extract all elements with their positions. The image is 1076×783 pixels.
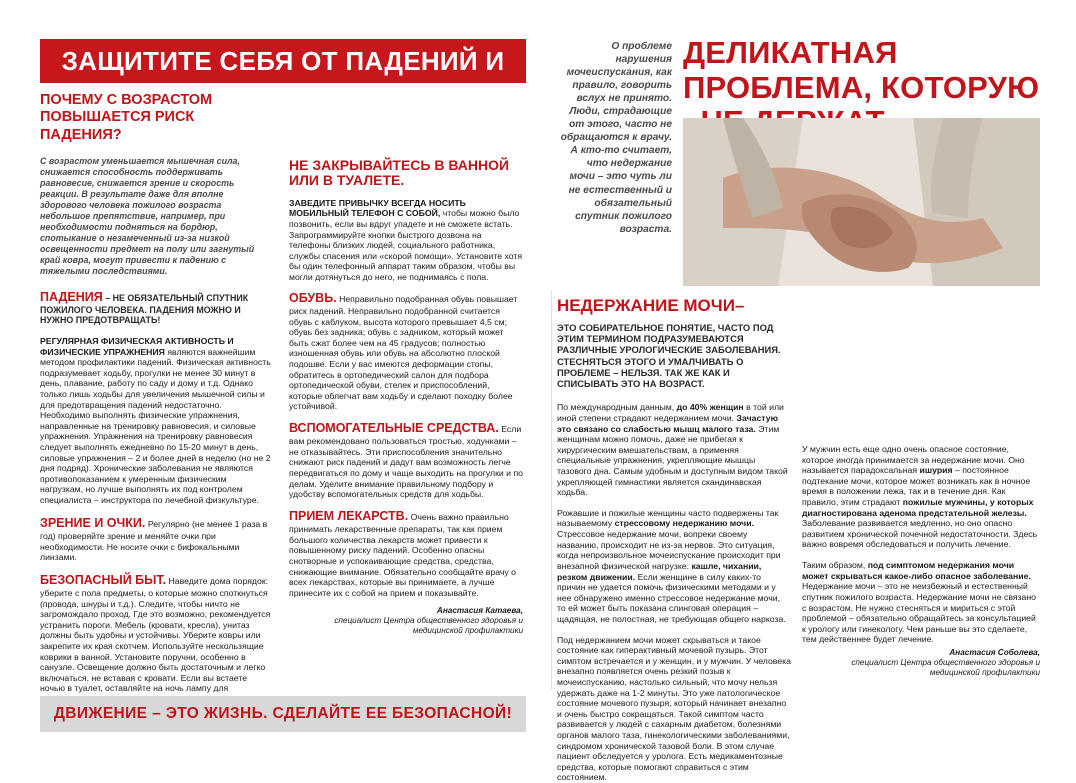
p1-e: Этим женщинам можно помочь, даже не прибегая к хирургическим вмешательствам, а применяя специальные упражнения, укрепляющие мышцы тазового дна. Самым удобным и доступным видом такой укрепляющей гимнастики является скандинавская ходьба. [557,423,788,498]
why-text: С возрастом уменьшается мышечная сила, снижается способность поддерживать равновесие, снижается зрение и скорость реакции. В результате даже для вполне здорового человека пожилого возраста небольшое препятствие, например, при необходимости подняться на бордюр, спотыкание о незамеченный из-за низкой освещенности предмет на полу или загнутый край ковра, могут привести к падению с тяжелыми последствиями. [40,156,255,277]
activity-lead: РЕГУЛЯРНАЯ ФИЗИЧЕСКАЯ АКТИВНОСТЬ И ФИЗИЧЕСКИЕ УПРАЖНЕНИЯ [40,335,234,357]
hands-photo-image [683,118,1040,286]
left-column-2 [289,94,523,636]
phone-paragraph [289,198,523,283]
p1-b: до 40% женщин [676,402,744,413]
p4 [802,444,1040,550]
meds-title: ПРИЕМ ЛЕКАРСТВ. [289,508,409,523]
home-text: Наведите дома порядок: уберите с пола предметы, о которые можно споткнуться (провода, шнуры и т.д.). Следите, чтобы ничто не загромождало проход. Где это возможно, рекомендуется устранить пороги. Мебель (кровати, кресла), унитаз должны быть удобны и устойчивы. Уберите ковры или закрепите их края скотчем. Используйте нескользящие коврики в ванной. Установите поручни, особенно в санузле. Освещение должно быть достаточным и легко включаться, не вставая с кровати. Если вы встаете ночью в туалет, оставляйте на ночь лампу для [40,575,271,694]
lock-title: НЕ ЗАКРЫВАЙТЕСЬ В ВАННОЙ ИЛИ В ТУАЛЕТЕ. [289,157,510,189]
falls-paragraph [40,290,272,326]
right-signature-role: специалист Центра общественного здоровья и медицинской профилактики [851,657,1040,677]
p5-c: Недержание мочи – это не неизбежный и естественный спутник пожилого возраста. Недержание мочи не связано с возрастом. Не нужно стесняться и мириться с этой проблемой – обязательно обращайтесь за консультацией к урологу или гинекологу. Чем раньше вы это сделаете, тем действеннее будет лечение. [802,581,1036,645]
section-title: НЕДЕРЖАНИЕ МОЧИ– [557,296,745,315]
p4-d: пожилые мужчины, у которых диагностирована аденома предстательной железы. [802,497,1034,518]
p2-e: Если женщине в силу каких-то причин не удается помочь физическими методами и у нее обнаружено именно стрессовое недержание мочи, то ей может быть показана слинговая операция – щадящая, не полостная, не требующая общего наркоза. [557,571,786,624]
aids-text: Если вам рекомендовано пользоваться тростью, ходунками – не отказывайтесь. Эти приспособления значительно снижают риск падений и дадут вам возможность легче передвигаться по дому и чаще выходить на прогулки и по делам. Уделите внимание правильному подбору и удобству вспомогательных средств для ходьбы. [289,424,523,500]
p4-e: Заболевание развивается медленно, но оно опасно развитием хронической почечной недостаточности. Здесь важно вовремя обследоваться и получить лечение. [802,518,1038,550]
p1 [557,402,791,497]
vision-text: Регулярно (не менее 1 раза в год) проверяйте зрение и меняйте очки при необходимости. Не носите очки с бифокальными линзами. [40,518,268,563]
right-column-divider [551,290,552,690]
home-paragraph [40,572,272,694]
activity-text: являются важнейшим методом профилактики падений. Физическая активность подразумевает ходьбу, прогулки не менее 30 минут в день, плавание, работу по саду и дому и т.д. Однако только лишь ходьбы для увеличения мышечной силы и для предотвращения падений недостаточно. Необходимо выполнять физические упражнения, направленные на тренировку равновесия, и силовые упражнения. Упражнения на тренировку равновесия следует выполнять ежедневно по 15-20 минут в день, силовые упражнения – 2 и более дней в неделю (но не 2 дня подряд). Хронические заболевания не являются противопоказанием к умеренным физическим нагрузкам, но лучше выполнять их под контролем специалиста – инструктора по лечебной физкультуре. [40,346,271,506]
p4-a: У мужчин есть еще одно очень опасное состояние, которое иногда принимается за недержание мочи. Оно называется парадоксальная [802,444,1025,476]
aids-paragraph [289,421,523,500]
vision-title: ЗРЕНИЕ И ОЧКИ. [40,515,146,530]
home-title: БЕЗОПАСНЫЙ БЫТ. [40,572,167,587]
p4-b: ишурия [919,465,953,476]
falls-title: ПАДЕНИЯ [40,289,103,304]
p2-b: стрессовому недержанию мочи. [614,518,754,529]
meds-paragraph [289,509,523,599]
vision-paragraph [40,516,272,563]
p2-c: Стрессовое недержание мочи, вопреки своему названию, происходит не из-за нервов. Это ситуация, когда непроизвольное мочеиспускание происходит при внезапной физической нагрузке: [557,529,781,571]
left-banner-title: ЗАЩИТИТЕ СЕБЯ ОТ ПАДЕНИЙ И ПЕРЕЛОМОВ [40,39,526,83]
shoes-title: ОБУВЬ. [289,290,337,305]
meds-text: Очень важно правильно принимать лекарственные препараты, так как прием большого количества лекарств может привести к повышенному риску падений. Особенно опасны снотворные и успокаивающие средства, средства, снижающие внимание. Обязательно сообщайте врачу о всех лекарствах, которые вы принимаете, а лучше принесите их с собой на прием и показывайте. [289,511,516,598]
shoes-text: Неправильно подобранная обувь повышает риск падений. Неправильно подобранной считается обувь с каблуком, высота которого превышает 4,5 см; обувь без задника; обувь с задником, который может быть сжат более чем на 45 градусов; полностью изношенная обувь или обувь на абсолютно плоской подошве. Если у вас имеются деформации стопы, обратитесь в ортопедический салон для подбора ортопедической обуви, стелек и приспособлений, которые облегчат вам ходьбу и сделают походку более устойчивой. [289,293,518,412]
p1-d: Зачастую это связано со слабостью мышц малого таза. [557,412,779,434]
left-column-1 [40,92,272,694]
left-signature-role: специалист Центра общественного здоровья и медицинской профилактики [334,616,523,636]
p3: Под недержанием мочи может скрываться и такое состояние как гиперактивный мочевой пузырь. Этот симптом встречается и у женщин, и у мужчин. У человека внезапно появляется очень резкий позыв к мочеиспусканию, настолько сильный, что мочу нельзя удержать даже на 1-2 минуты. Это уже патологическое состояние мочевого пузыря, который начинает внезапно и очень быстро сокращаться. Такой симптом часто развивается у людей с сахарным диабетом, болезнями органов малого таза, гинекологическими заболеваниями, синдромом хронической тазовой боли. В этом случае пациент обследуется у уролога. Есть медикаментозные средства, которые помогают справиться с этим состоянием. [557,634,791,783]
falls-text: – НЕ ОБЯЗАТЕЛЬНЫЙ СПУТНИК ПОЖИЛОГО ЧЕЛОВЕКА. ПАДЕНИЯ МОЖНО И НУЖНО ПРЕДОТВРАЩАТЬ! [40,292,249,326]
p2-d: кашле, чихании, резком движении. [557,560,762,582]
right-lead: О проблеме нарушения мочеиспускания, как правило, говорить вслух не принято. Люди, страдающие от этого, часто не обращаются к врачу. А кто-то считает, что недержание мочи – это чуть ли не естественный и обязательный спутник пожилого возраста. [560,41,672,235]
p5-b: под симптомом недержания мочи может скрываться какое-либо опасное заболевание. [802,560,1031,581]
aids-title: ВСПОМОГАТЕЛЬНЫЕ СРЕДСТВА. [289,421,499,435]
phone-text: чтобы можно было позвонить, если вы вдруг упадете и не сможете встать. Запрограммируйте кнопки быстрого дозвона на телефоны близких людей, социального работника, службы спасения или «скорой помощи». Установите хотя бы один телефонный аппарат таким образом, чтобы вы могли дотянуться до него, не поднимаясь с пола. [289,208,523,283]
section-subtitle: ЭТО СОБИРАТЕЛЬНОЕ ПОНЯТИЕ, ЧАСТО ПОД ЭТИМ ТЕРМИНОМ ПОДРАЗУМЕВАЮТСЯ РАЗЛИЧНЫЕ УРОЛОГИЧЕСКИЕ ЗАБОЛЕВАНИЯ. СТЕСНЯТЬСЯ ЭТОГО И УМАЛЧИВАТЬ О ПРОБЛЕМЕ – НЕЛЬЗЯ. ТАК ЖЕ КАК И СПИСЫВАТЬ ЭТО НА ВОЗРАСТ. [557,321,781,390]
p2-a: Рожавшие и пожилые женщины часто подвержены так называемому [557,507,779,529]
p1-a: По международным данным, [557,402,675,413]
hands-photo [683,118,1040,286]
p1-c: в той или иной степени страдают недержанием мочи. [557,402,784,423]
left-signature-name: Анастасия Катаева, [436,606,523,616]
why-title: ПОЧЕМУ С ВОЗРАСТОМ ПОВЫШАЕТСЯ РИСК ПАДЕНИЯ? [40,92,213,143]
activity-paragraph [40,336,272,506]
p4-c: – постоянное подтекание мочи, которое может возникать как в ночное время в положении лежа, так и в течение дня. Как правило, этим страдают [802,465,1031,508]
right-signature-name: Анастасия Соболева, [949,647,1040,657]
right-title: ДЕЛИКАТНАЯ ПРОБЛЕМА, КОТОРУЮ [683,35,1040,105]
p5 [802,560,1040,645]
p2 [557,508,791,625]
left-footer-slogan: ДВИЖЕНИЕ – ЭТО ЖИЗНЬ. СДЕЛАЙТЕ ЕЕ БЕЗОПАСНОЙ! [40,696,526,732]
phone-lead: ЗАВЕДИТЕ ПРИВЫЧКУ ВСЕГДА НОСИТЬ МОБИЛЬНЫЙ ТЕЛЕФОН С СОБОЙ, [289,197,466,219]
right-column-2 [802,297,1040,678]
p5-a: Таким образом, [802,560,866,571]
right-column-1 [557,296,791,783]
shoes-paragraph [289,291,523,412]
